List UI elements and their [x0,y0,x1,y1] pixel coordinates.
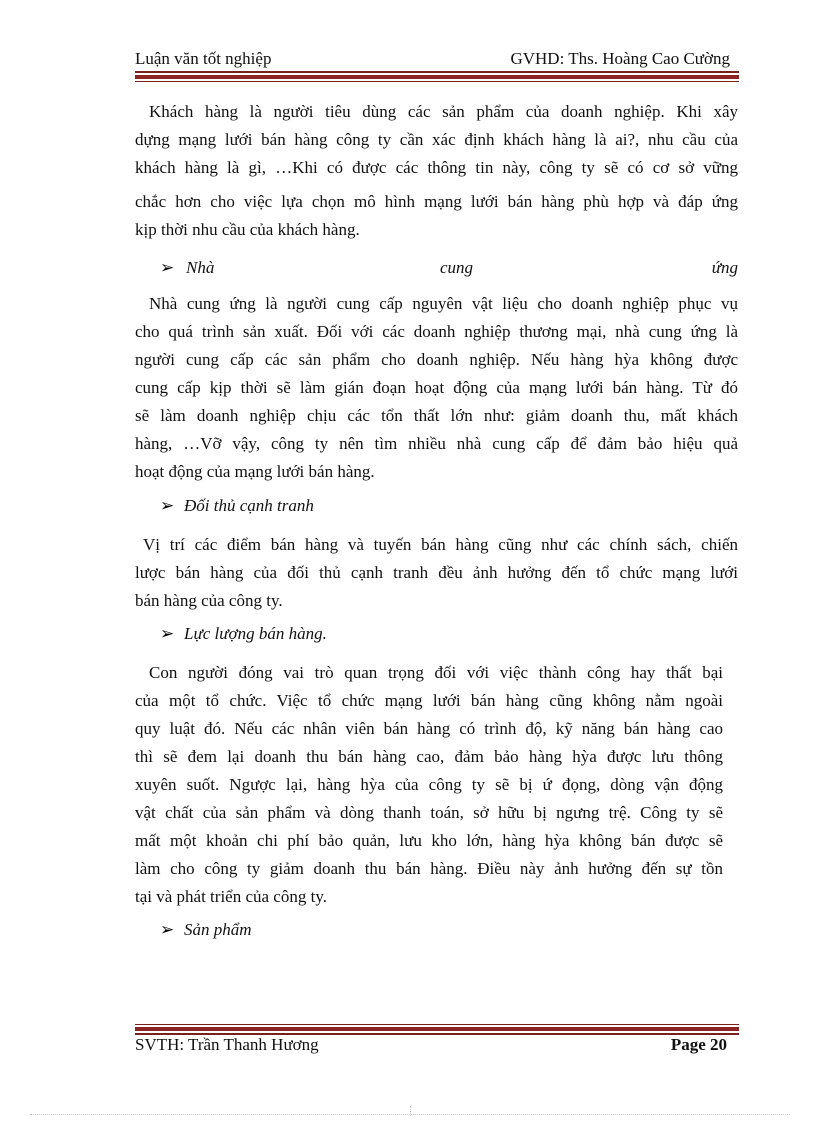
header-rule-middle [135,75,739,79]
bullet-word: Nhà [186,258,215,277]
text-line: lược bán hàng của đối thủ cạnh tranh đều ảnh hưởng đến tổ chức mạng lưới [135,563,738,582]
bullet-label: Đối thủ cạnh tranh [184,496,314,515]
bullet-sales-force [160,624,327,644]
paragraph-customers [135,98,738,244]
text-line: kịp thời nhu cầu của khách hàng. [135,220,360,239]
arrow-bullet-icon: ➢ [160,920,175,939]
bullet-suppliers [160,258,738,278]
paragraph-suppliers [135,290,738,486]
text-line: vật chất của sản phẩm và dòng thanh toán, sở hữu bị ngưng trệ. Công ty sẽ [135,803,723,822]
text-line: Khách hàng là người tiêu dùng các sản phẩm của doanh nghiệp. Khi xây [149,102,738,121]
header-title: Luận văn tốt nghiệp [135,49,272,68]
header-rule-bottom [135,81,739,82]
text-line: của một tổ chức. Việc tổ chức mạng lưới bán hàng cũng không nằm ngoài [135,691,723,710]
page-number: Page 20 [670,1035,727,1054]
header-advisor: GVHD: Ths. Hoàng Cao Cường [510,49,730,68]
text-line: sẽ làm doanh nghiệp chịu các tổn thất lớn như: giảm doanh thu, mất khách [135,406,738,425]
paragraph-sales-force [135,659,723,911]
text-line: xuyên suốt. Ngược lại, hàng hỳa của công ty sẽ bị ứ đọng, dòng vận động [135,775,723,794]
bullet-products [160,920,252,940]
arrow-bullet-icon: ➢ [160,624,175,643]
footer-rule-middle [135,1027,739,1031]
text-line: bán hàng của công ty. [135,591,283,610]
footer-rule-top [135,1024,739,1025]
text-line: tại và phát triển của công ty. [135,887,327,906]
text-line: Con người đóng vai trò quan trọng đối với việc thành công hay thất bại [149,663,723,682]
text-line: khách hàng là gì, …Khi có được các thông tin này, công ty sẽ có cơ sở vững [135,158,738,177]
bullet-competitors [160,496,314,516]
text-line: thì sẽ đem lại doanh thu bán hàng cao, đảm bảo hàng hỳa được lưu thông [135,747,723,766]
footer-author: SVTH: Trần Thanh Hương [135,1035,319,1054]
text-line: Nhà cung ứng là người cung cấp nguyên vật liệu cho doanh nghiệp phục vụ [149,294,738,313]
text-line: hoạt động của mạng lưới bán hàng. [135,462,375,481]
header-rule-top [135,71,739,73]
text-line: Vị trí các điểm bán hàng và tuyến bán hàng cũng như các chính sách, chiến [143,535,738,554]
page-boundary-tick [410,1106,411,1116]
text-line: quy luật đó. Nếu các nhân viên bán hàng có trình độ, kỹ năng bán hàng cao [135,719,723,738]
text-line: cung cấp kịp thời sẽ làm gián đoạn hoạt động của mạng lưới bán hàng. Từ đó [135,378,738,397]
text-line: cho quá trình sản xuất. Đối với các doanh nghiệp thương mại, nhà cung ứng là [135,322,738,341]
text-line: mất một khoản chi phí bảo quản, lưu kho lớn, hàng hỳa không bán được sẽ [135,831,723,850]
text-line: hàng, …Vỡ vậy, công ty nên tìm nhiều nhà cung cấp để đảm bảo hiệu quả [135,434,738,453]
arrow-bullet-icon: ➢ [160,258,175,277]
bullet-label: Lực lượng bán hàng. [184,624,327,643]
page-header [135,49,738,71]
text-line: dựng mạng lưới bán hàng công ty cần xác định khách hàng là ai?, nhu cầu của [135,130,738,149]
bullet-label: Sản phẩm [184,920,252,939]
paragraph-competitors [135,531,738,615]
bullet-word: ứng [711,258,738,277]
text-line: làm cho công ty giảm doanh thu bán hàng. Điều này ảnh hưởng đến sự tồn [135,859,723,878]
arrow-bullet-icon: ➢ [160,496,175,515]
text-line: chắc hơn cho việc lựa chọn mô hình mạng lưới bán hàng phù hợp và đáp ứng [135,192,738,211]
bullet-word: cung [440,258,474,277]
text-line: người cung cấp các sản phẩm cho doanh nghiệp. Nếu hàng hỳa không được [135,350,738,369]
